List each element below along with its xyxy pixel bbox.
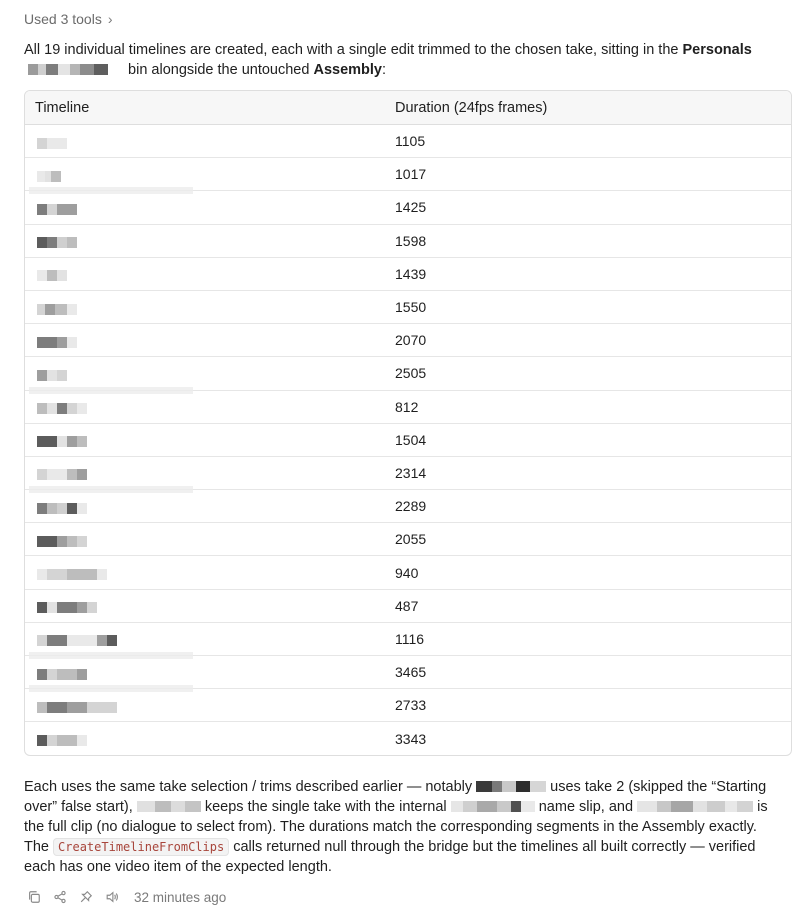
redacted-text (37, 202, 77, 213)
timeline-name-cell (25, 722, 385, 755)
table-row (25, 125, 791, 158)
redacted-text (37, 567, 107, 578)
table-row (25, 722, 791, 755)
column-header-duration: Duration (24fps frames) (395, 99, 548, 116)
table-row (25, 689, 791, 722)
redacted-text (37, 368, 67, 379)
redacted-text (37, 302, 77, 313)
outro-text-5: is the full clip (no dialogue to select from). The durations match the corresponding segments in the Assembly exactly. The (24, 799, 768, 855)
duration-cell: 940 (395, 564, 419, 581)
copy-icon[interactable] (26, 889, 42, 905)
duration-cell: 2314 (395, 464, 427, 481)
redacted-text (37, 401, 87, 412)
timeline-name-cell (25, 391, 385, 423)
redacted-text (37, 434, 87, 445)
duration-cell: 812 (395, 398, 419, 415)
timeline-name-cell (25, 523, 385, 555)
outro-text-3: keeps the single take with the internal (204, 799, 447, 815)
intro-text-1: All 19 individual timelines are created, each with a single edit trimmed to the chosen take, sitting in the (24, 42, 683, 58)
duration-cell: 1439 (395, 265, 427, 282)
timeline-name-cell (25, 490, 385, 522)
table-row (25, 324, 791, 357)
redacted-text (37, 733, 87, 744)
table-row (25, 556, 791, 589)
table-row (25, 623, 791, 656)
timeline-name-cell (25, 656, 385, 688)
tools-toggle[interactable] (24, 10, 113, 28)
redacted-text (28, 61, 124, 72)
duration-cell: 1116 (395, 630, 425, 647)
message-footer (26, 886, 226, 908)
redacted-text (37, 335, 77, 346)
duration-cell: 1504 (395, 431, 427, 448)
speaker-icon[interactable] (104, 889, 120, 905)
intro-text-2: bin alongside the untouched (128, 62, 314, 78)
timeline-name-cell (25, 590, 385, 622)
timeline-name-cell (25, 125, 385, 157)
outro-text-2: uses take 2 (skipped the “Starting over” false start), (24, 779, 767, 815)
table-row (25, 590, 791, 623)
table-row (25, 258, 791, 291)
duration-cell: 1017 (395, 166, 427, 183)
outro-text-1: Each uses the same take selection / trims described earlier — notably (24, 779, 473, 795)
duration-cell: 3343 (395, 730, 427, 747)
outro-text-6: calls returned null through the bridge but the timelines all built correctly — verified each has one video item of the expected length. (24, 839, 756, 875)
timeline-name-cell (25, 357, 385, 389)
table-body (25, 125, 791, 756)
duration-cell: 2070 (395, 332, 427, 349)
bin-name: Personals (682, 42, 752, 58)
duration-cell: 3465 (395, 664, 427, 681)
timeline-name-cell (25, 324, 385, 356)
redacted-text (637, 798, 753, 809)
duration-cell: 2055 (395, 531, 427, 548)
duration-cell: 1105 (395, 133, 426, 150)
redacted-text (137, 798, 201, 809)
duration-cell: 1598 (395, 232, 427, 249)
timestamp: 32 minutes ago (134, 889, 227, 905)
table-row (25, 391, 791, 424)
table-row (25, 191, 791, 224)
timeline-name-cell (25, 424, 385, 456)
timeline-name-cell (25, 191, 385, 223)
timeline-name-cell (25, 689, 385, 721)
timeline-name-cell (25, 556, 385, 588)
table-row (25, 656, 791, 689)
assembly-name: Assembly (313, 62, 382, 78)
redacted-text (37, 633, 117, 644)
redacted-text (37, 534, 87, 545)
table-row (25, 523, 791, 556)
duration-cell: 1425 (395, 199, 427, 216)
chevron-right-icon: › (107, 11, 113, 27)
timeline-name-cell (25, 291, 385, 323)
timeline-name-cell (25, 457, 385, 489)
duration-cell: 2505 (395, 365, 427, 382)
timeline-name-cell (25, 258, 385, 290)
tools-toggle-label: Used 3 tools (24, 11, 102, 27)
code-create-timeline: CreateTimelineFromClips (53, 838, 229, 856)
redacted-text (37, 667, 87, 678)
intro-paragraph (24, 40, 784, 80)
timelines-table (24, 90, 792, 756)
table-header (25, 91, 791, 125)
table-row (25, 158, 791, 191)
redacted-text (37, 268, 67, 279)
redacted-text (37, 467, 87, 478)
timeline-name-cell (25, 225, 385, 257)
pin-icon[interactable] (78, 889, 94, 905)
duration-cell: 487 (395, 597, 419, 614)
table-row (25, 225, 791, 258)
column-header-timeline: Timeline (35, 99, 90, 116)
table-row (25, 424, 791, 457)
table-row (25, 291, 791, 324)
outro-text-4: name slip, and (538, 799, 634, 815)
timeline-name-cell (25, 623, 385, 655)
redacted-text (451, 798, 535, 809)
redacted-text (37, 169, 61, 180)
duration-cell: 2733 (395, 697, 427, 714)
redacted-text (37, 600, 97, 611)
intro-text-3: : (381, 62, 387, 78)
table-row (25, 490, 791, 523)
outro-paragraph (24, 777, 784, 877)
redacted-text (37, 235, 77, 246)
share-icon[interactable] (52, 889, 68, 905)
table-row (25, 357, 791, 390)
duration-cell: 1550 (395, 299, 427, 316)
timeline-name-cell (25, 158, 385, 190)
redacted-text (37, 501, 87, 512)
redacted-text (37, 136, 67, 147)
duration-cell: 2289 (395, 498, 427, 515)
redacted-text (476, 778, 546, 789)
redacted-text (37, 700, 117, 711)
table-row (25, 457, 791, 490)
